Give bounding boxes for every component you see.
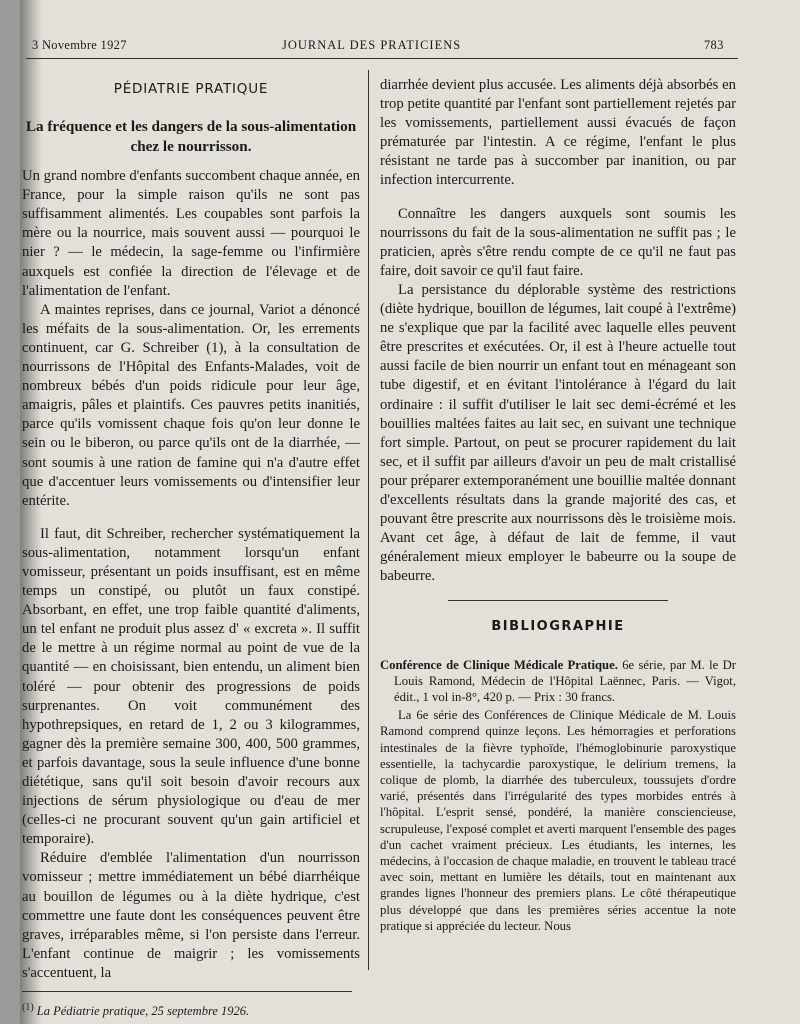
section-heading: PÉDIATRIE PRATIQUE [113, 81, 269, 97]
footnote-rule [22, 991, 352, 992]
right-column [380, 76, 736, 934]
paragraph: Un grand nombre d'enfants succombent chaque année, en France, pour la simple raison qu'ils ne sont pas suffisamment alimentés. Les coupables sont parfois la mère ou la nourrice, mais souvent aussi — pourquoi le nier ? — le médecin, la sage-femme ou l'infirmière auxquels est confiée la direction de l'élevage et de l'alimentation de l'enfant. [22, 168, 360, 299]
journal-page [20, 0, 800, 1024]
paragraph: La persistance du déplorable système des restrictions (diète hydrique, bouillon de légumes, lait coupé à l'extrême) ne s'explique que par la facilité avec laquelle elles peuvent être prescrites et exécutées. Or, il est à l'heure actuelle tout aussi facile de bien nourrir un enfant tout en ménageant son tube digestif, et en évitant l'intolérance à l'égard du lait ordinaire : il suffit d'utiliser le lait sec demi-écrémé et les bouillies maltées faites au lait sec, en suivant une technique fort simple. Partout, on peut se procurer rapidement du lait sec, et il suffit par ailleurs d'avoir un peu de malt cristallisé pour préparer extemporanément une bouillie maltée donnant d'excellents résultats dans la grande majorité des cas, et pouvant être prescrite aux nourrissons dès le troisième mois. Avant cet âge, à défaut de lait de femme, il vaut généralement mieux employer le babeurre ou la soupe de babeurre. [380, 281, 736, 585]
left-column [22, 80, 360, 1019]
bibliography-rule [448, 600, 668, 601]
header-page-number: 783 [704, 38, 724, 52]
running-header [32, 38, 732, 56]
biblio-details: 6e série, par M. le Dr Louis Ramond, Médecin de l'Hôpital Laënnec, Paris. — Vigot, édit., 1 vol in-8°, 420 p. — Prix : 30 francs. [394, 657, 736, 704]
column-divider [368, 70, 369, 970]
biblio-title: Conférence de Clinique Médicale Pratique. [380, 657, 618, 672]
paragraph: Connaître les dangers auxquels sont soumis les nourrissons du fait de la sous-alimentation ne suffit pas ; le praticien, après s'être rendu compte de ce qu'il ne faut pas faire, doit savoir ce qu'il faut faire. [380, 205, 736, 279]
paragraph: diarrhée devient plus accusée. Les aliments déjà absorbés en trop petite quantité par l'enfant sont partiellement rejetés par les vomissements, partiellement aussi évacués de façon prématurée par l'intestin. A ce régime, l'enfant le plus résistant ne tarde pas à succomber par inanition, ou par infection intercurrente. [380, 77, 736, 189]
biblio-reference [380, 657, 736, 706]
footnote-marker: (1) [22, 1002, 34, 1014]
header-rule [26, 58, 738, 59]
footnote [22, 1000, 360, 1019]
bibliography-section [380, 600, 736, 934]
footnote-text: La Pédiatrie pratique, 25 septembre 1926. [36, 1004, 250, 1019]
paragraph: A maintes reprises, dans ce journal, Variot a dénoncé les méfaits de la sous-alimentation. Or, les errements continuent, car G. Schreiber (1), à la consultation de nourrissons de l'Hôpital des Enfants-Malades, voit de nombreux bébés d'un poids ridicule pour leur âge, amaigris, pâles et plaintifs. Ces pauvres petits inanitiés, parce qu'ils vomissent chaque fois qu'on leur donne le sein ou le biberon, ou parce qu'ils ont de la diarrhée, — sont soumis à une ration de famine qui n'a d'autre effet que d'accentuer leurs vomissements ou d'intensifier leur entérite. [22, 301, 360, 509]
header-date: 3 Novembre 1927 [32, 38, 127, 52]
biblio-description: La 6e série des Conférences de Clinique Médicale de M. Louis Ramond comprend quinze leçons. Les hémorragies et perforations intestinales de la fièvre typhoïde, l'hémoglobinurie paroxystique essentielle, la tachycardie paroxystique, le delirium tremens, la colique de plomb, la diarrhée des tuberculeux, toussujets d'ordre varié, présentés dans l'irrégularité des types morbides entrés à l'hôpital. L'esprit sensé, pondéré, la manière consciencieuse, scrupuleuse, l'exposé complet et averti marquent l'ensemble des pages d'un cachet vraiment précieux. Les étudiants, les internes, les médecins, à l'occasion de chaque maladie, en trouvent le tableau tracé avec soin, mettant en lumière les détails, tout en maintenant aux grandes lignes l'honneur des premiers plans. Le côté thérapeutique plus développé que dans les premières séries accentue la note pratique si appréciée du lecteur. Nous [380, 708, 736, 933]
bibliography-entry [380, 657, 736, 934]
article-title: La fréquence et les dangers de la sous-alimentation chez le nourrisson. [25, 118, 357, 156]
bibliography-heading: BIBLIOGRAPHIE [491, 619, 625, 635]
paragraph: Réduire d'emblée l'alimentation d'un nourrisson vomisseur ; mettre immédiatement un bébé diarrhéique au bouillon de légumes ou à la diète hydrique, c'est commettre une faute dont les conséquences peuvent être graves, irréparables même, si l'on persiste dans l'erreur. L'enfant continue de maigrir ; les vomissements s'accentuent, la [22, 850, 360, 981]
paragraph: Il faut, dit Schreiber, rechercher systématiquement la sous-alimentation, notamment lorsqu'un enfant vomisseur, présentant un poids insuffisant, est en même temps un constipé, ou plutôt un faux constipé. Absorbant, en effet, une trop faible quantité d'aliments, un tel enfant ne produit plus assez d' « excreta ». Il suffit de le mettre à un régime normal au point de vue de la quantité — en choisissant, bien entendu, un aliment bien toléré — pour obtenir des progressions de poids surprenantes. On voit communément des hypothrepsiques, en retard de 1, 2 ou 3 kilogrammes, gagner dès la première semaine 300, 400, 500 grammes, et parfois davantage, sous la seule influence d'une bonne diététique, sans qu'il soit besoin d'avoir recours aux injections de sérum physiologique ou d'eau de mer (celles-ci ne procurant souvent qu'un gain artificiel et temporaire). [22, 525, 360, 848]
header-journal-name: JOURNAL DES PRATICIENS [282, 38, 462, 52]
